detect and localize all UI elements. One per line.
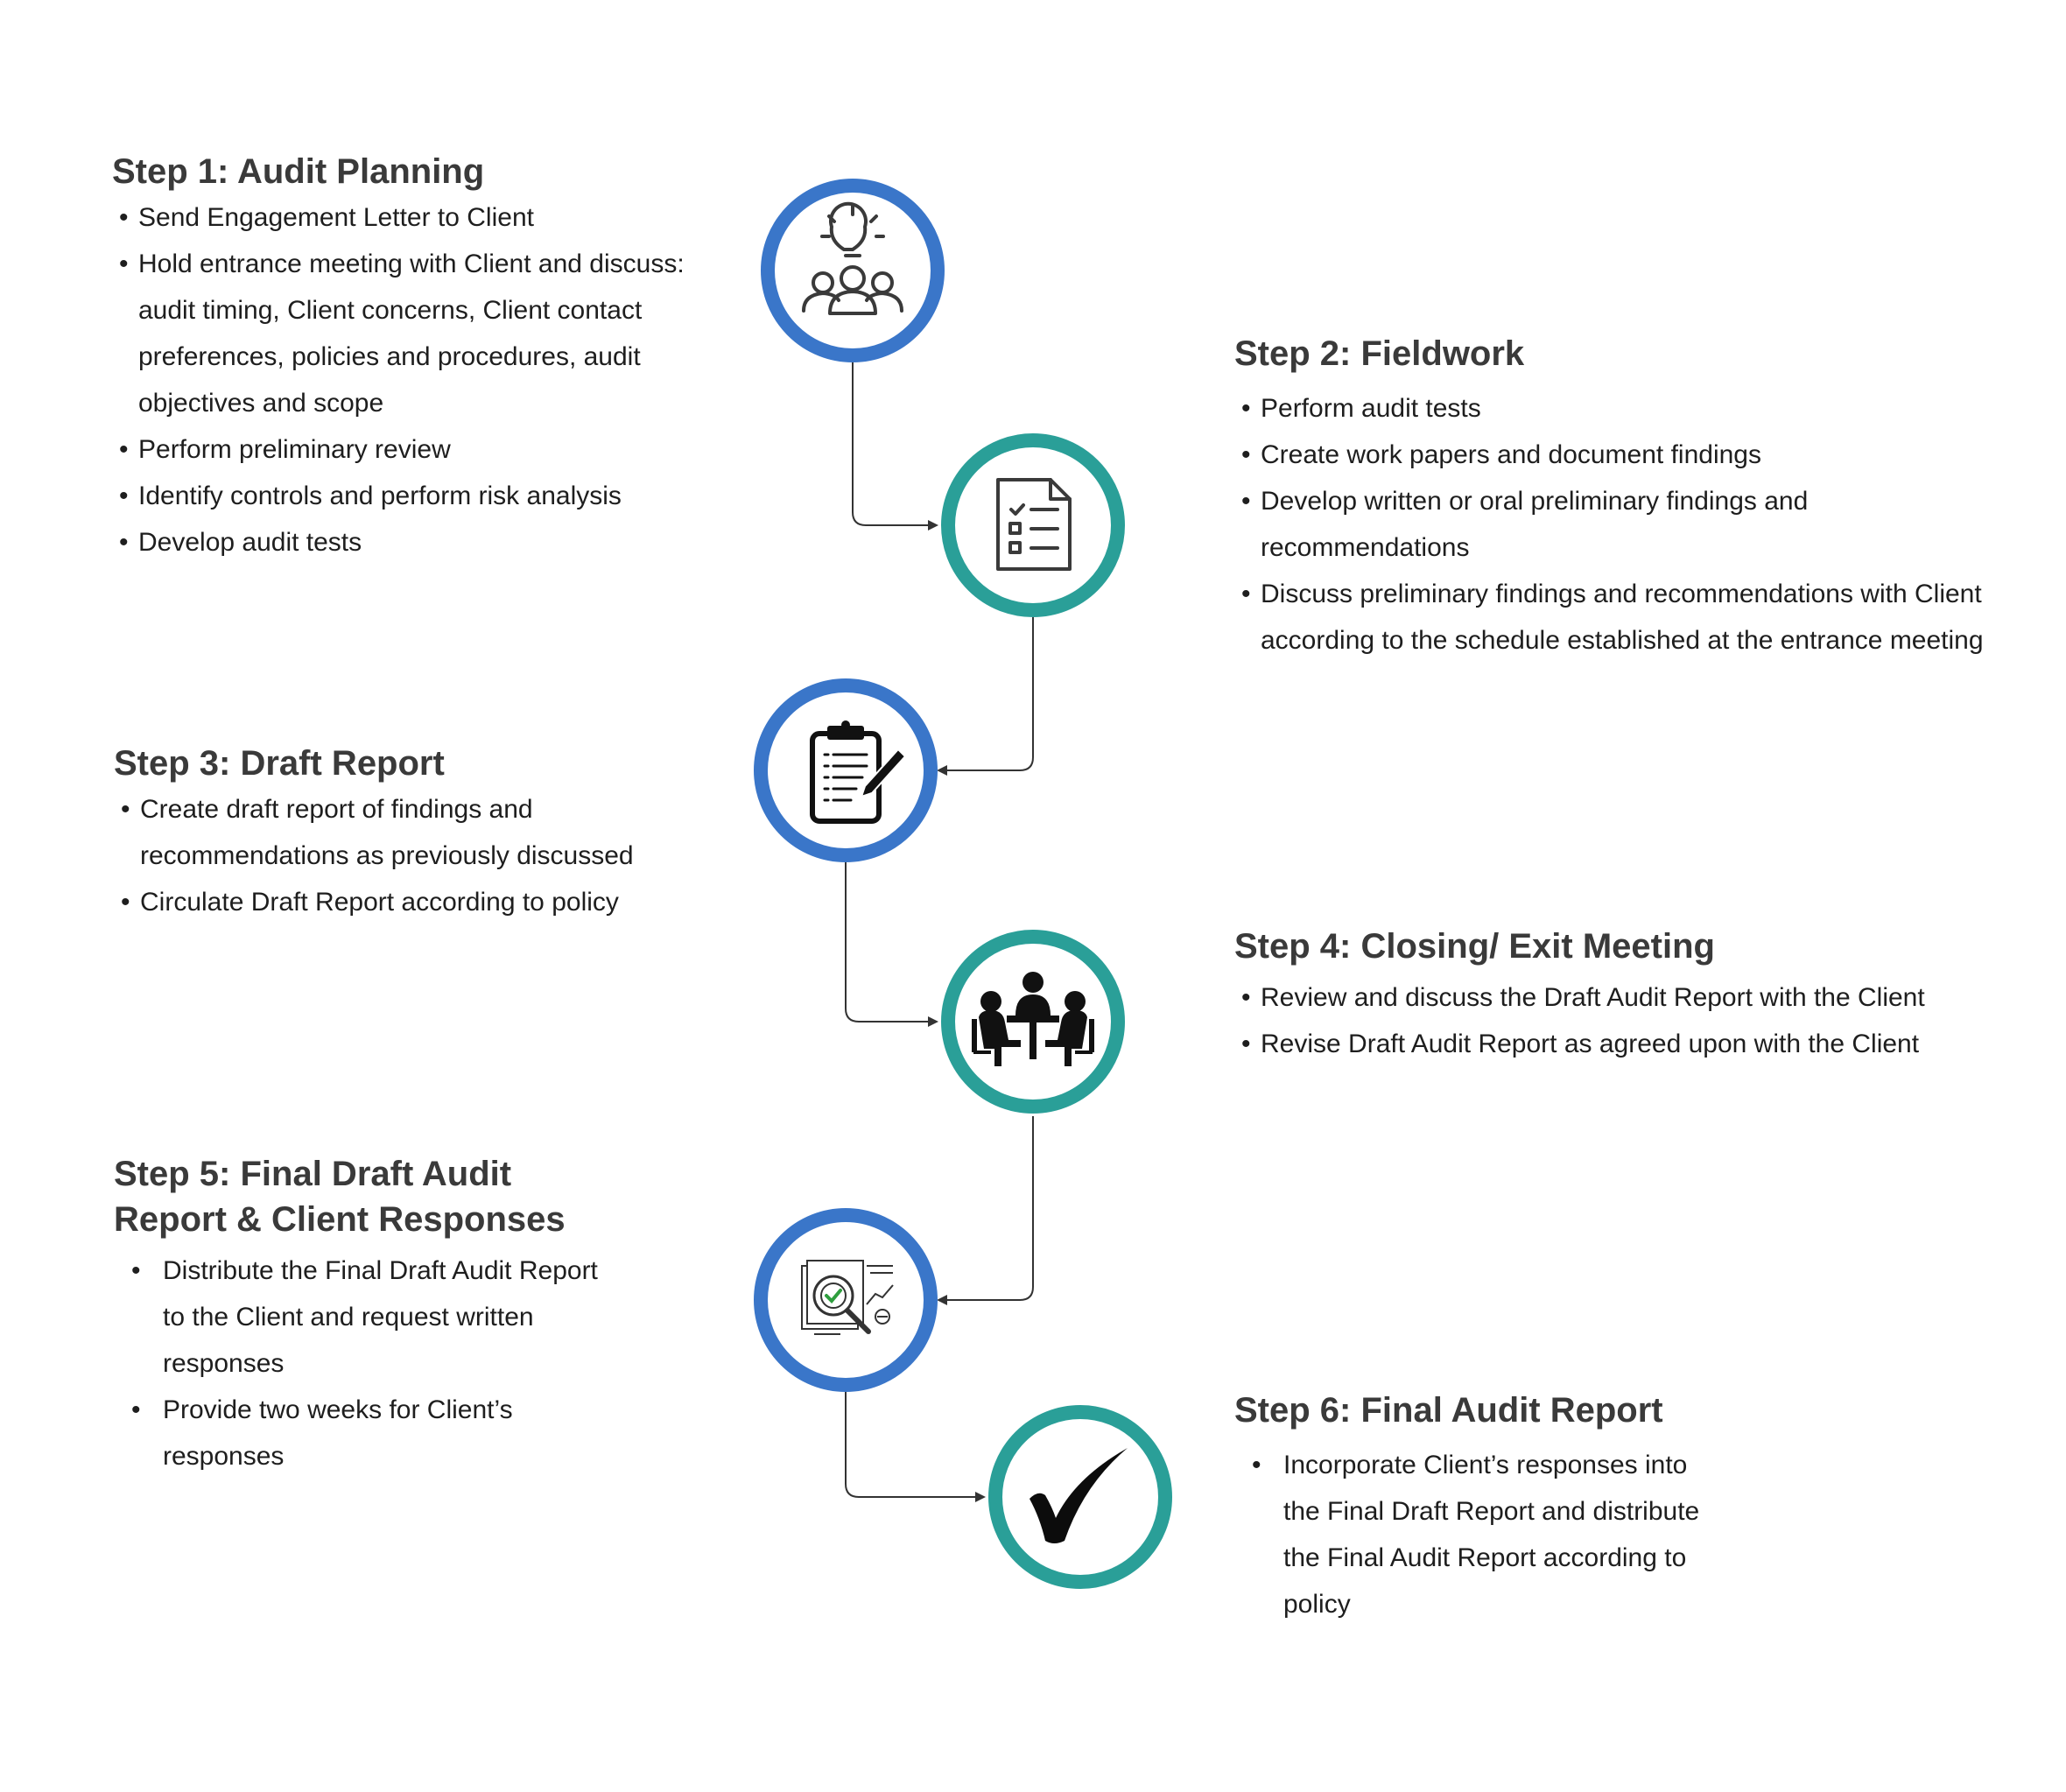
list-item [1234, 478, 2022, 571]
step-2-title: Step 2: Fieldwork [1234, 334, 1525, 373]
step-4-title: Step 4: Closing/ Exit Meeting [1234, 927, 1715, 966]
step-4-node [948, 937, 1118, 1107]
step-5-list [114, 1247, 639, 1479]
list-item-line: recommendations [1261, 533, 1470, 562]
list-item: • Perform audit tests [1234, 385, 2022, 432]
step-2-node [948, 440, 1118, 610]
list-item: • Review and discuss the Draft Audit Report with the Client [1234, 974, 2022, 1021]
step-4-list [1234, 974, 2022, 1067]
step-1-list [112, 194, 690, 566]
list-item-line: policy [1283, 1590, 1351, 1619]
list-item [1234, 571, 2022, 664]
step-1-title: Step 1: Audit Planning [112, 152, 485, 191]
connector-2-3 [938, 617, 1033, 770]
step-5-block [114, 1151, 639, 1479]
step-5-title-line: Step 5: Final Draft Audit [114, 1155, 512, 1193]
list-item [114, 1387, 639, 1479]
step-3-block [114, 741, 657, 925]
list-item-line: to the Client and request written [163, 1303, 534, 1332]
list-item [114, 786, 657, 879]
step-3-node [761, 685, 931, 855]
list-item-line: according to the schedule established at the entrance meeting [1261, 626, 1984, 655]
list-item: • Circulate Draft Report according to policy [114, 879, 657, 925]
list-item-line: Create draft report of findings and [140, 795, 533, 824]
list-item: • Identify controls and perform risk analysis [112, 473, 690, 519]
step-5-title-line: Report & Client Responses [114, 1200, 566, 1239]
list-item: • Send Engagement Letter to Client [112, 194, 690, 241]
list-item-line: Provide two weeks for Client’s [163, 1395, 513, 1424]
step-6-block [1234, 1388, 1760, 1627]
list-item-line: preferences, policies and procedures, audit [138, 342, 641, 371]
list-item-line: the Final Draft Report and distribute [1283, 1497, 1700, 1526]
list-item-line: responses [163, 1349, 285, 1378]
list-item: • Create work papers and document findings [1234, 432, 2022, 478]
list-item-line: Incorporate Client’s responses into [1283, 1451, 1688, 1479]
step-1-node [768, 186, 938, 355]
step-2-block [1234, 331, 2022, 664]
list-item-line: objectives and scope [138, 389, 384, 418]
step-5-node [761, 1215, 931, 1385]
list-item: • Revise Draft Audit Report as agreed upon with the Client [1234, 1021, 2022, 1067]
list-item-line: the Final Audit Report according to [1283, 1543, 1687, 1572]
list-item: • Develop audit tests [112, 519, 690, 566]
connector-5-6 [846, 1392, 984, 1497]
step-2-list [1234, 385, 2022, 664]
connector-3-4 [846, 862, 937, 1022]
list-item-line: Distribute the Final Draft Audit Report [163, 1256, 598, 1285]
step-6-title: Step 6: Final Audit Report [1234, 1391, 1663, 1430]
step-3-title: Step 3: Draft Report [114, 744, 445, 783]
step-1-block [112, 149, 690, 566]
connector-1-2 [853, 361, 937, 525]
list-item-line: recommendations as previously discussed [140, 841, 634, 870]
step-4-block [1234, 924, 2022, 1067]
list-item-line: Discuss preliminary findings and recommendations with Client [1261, 580, 1982, 608]
list-item: • Perform preliminary review [112, 426, 690, 473]
list-item [1234, 1442, 1760, 1627]
step-5-title [114, 1151, 639, 1242]
list-item [112, 241, 690, 426]
list-item-line: audit timing, Client concerns, Client contact [138, 296, 643, 325]
connector-4-5 [938, 1116, 1033, 1300]
list-item-line: Develop written or oral preliminary findings and [1261, 487, 1809, 516]
list-item-line: Hold entrance meeting with Client and discuss: [138, 249, 685, 278]
step-3-list [114, 786, 657, 925]
list-item-line: responses [163, 1442, 285, 1471]
list-item [114, 1247, 639, 1387]
step-6-node [995, 1412, 1165, 1582]
step-6-list [1234, 1442, 1760, 1627]
